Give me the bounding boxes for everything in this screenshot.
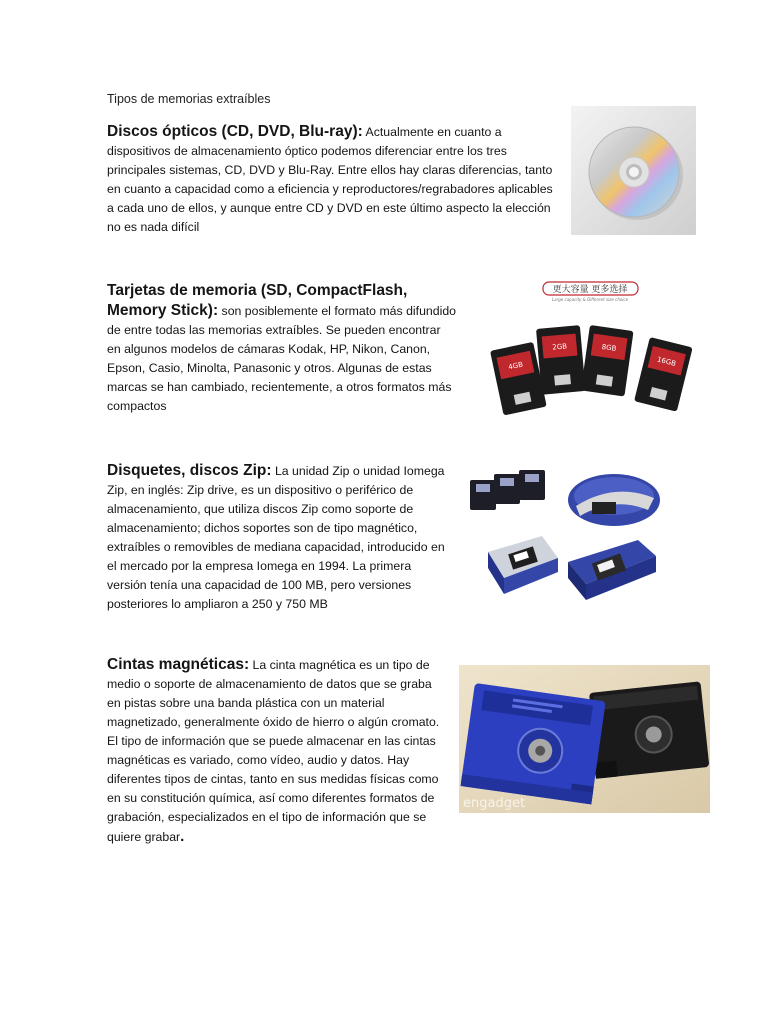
section-optical-discs — [107, 122, 557, 237]
card-label-3: 8GB — [601, 342, 617, 353]
card-label-4: 16GB — [656, 355, 677, 368]
section-magnetic-tapes — [107, 655, 447, 847]
tape-cartridges-image — [459, 665, 710, 813]
card-label-1: 4GB — [507, 360, 524, 372]
section-body: La unidad Zip o unidad Iomega Zip, en inglés: Zip drive, es un dispositivo o periférico de almacenamiento, que utiliza discos Zip como soporte de almacenamiento; dichos soportes son de tipo magnético, extraíbles o removibles de mediana capacidad, introducido en el mercado por la empresa Iomega en 1994. La primera versión tenía una capacidad de 100 MB, pero versiones posteriores lo ampliaron a 250 y 750 MB — [107, 464, 445, 611]
memory-cards-image — [470, 279, 710, 427]
section-text — [107, 281, 457, 416]
doc-title: Tipos de memorias extraíbles — [107, 92, 271, 106]
zip-drives-image — [464, 462, 662, 607]
section-text — [107, 655, 447, 847]
section-end-period: . — [180, 828, 185, 845]
section-body: Actualmente en cuanto a dispositivos de almacenamiento óptico podemos diferenciar entre los tres principales sistemas, CD, DVD y Blu-Ray. Entre ellos hay claras diferencias, tanto en cuanto a capacidad como a eficiencia y reproductores/regrabadores aplicables a cada uno de ellos, y aunque entre CD y DVD en este último aspecto la elección no es nada difícil — [107, 125, 553, 234]
image-watermark: engadget — [463, 796, 526, 811]
section-text — [107, 122, 557, 237]
section-heading: Disquetes, discos Zip — [107, 462, 267, 479]
heading-colon: : — [266, 462, 272, 479]
heading-colon: : — [212, 302, 219, 319]
card-label-2: 2GB — [551, 342, 568, 352]
section-text — [107, 461, 447, 614]
section-heading: Cintas magnéticas: — [107, 656, 250, 673]
heading-colon: : — [357, 123, 363, 140]
section-heading: Discos ópticos (CD, DVD, Blu-ray) — [107, 123, 358, 140]
image-caption-text: Large capacity & Different size choice — [551, 297, 629, 302]
section-body: La cinta magnética es un tipo de medio o soporte de almacenamiento de datos que se graba en pistas sobre una banda plástica con un material magnetizado, generalmente óxido de hierro o algún cromato. El tipo de información que se puede almacenar en las cintas magnéticas es variado, como vídeo, audio y datos. Hay diferentes tipos de cintas, tanto en sus medidas físicas como en su constitución química, así como diferentes formatos de grabación, especializados en el tipo de información que se quiere grabar — [107, 658, 440, 844]
section-heading: Tarjetas de memoria (SD, CompactFlash, Memory Stick) — [107, 282, 408, 319]
section-zip-disks — [107, 461, 447, 614]
cd-disc-image — [571, 106, 696, 235]
image-banner-text: 更大容量 更多选择 — [552, 285, 628, 295]
section-memory-cards — [107, 281, 457, 416]
section-body: son posiblemente el formato más difundido de entre todas las memorias extraíbles. Se pueden encontrar en algunos modelos de cámaras Kodak, HP, Nikon, Canon, Epson, Casio, Minolta, Panasonic y otros. Algunas de estas marcas se han cambiado, recientemente, a otros formatos más compactos — [107, 304, 456, 413]
